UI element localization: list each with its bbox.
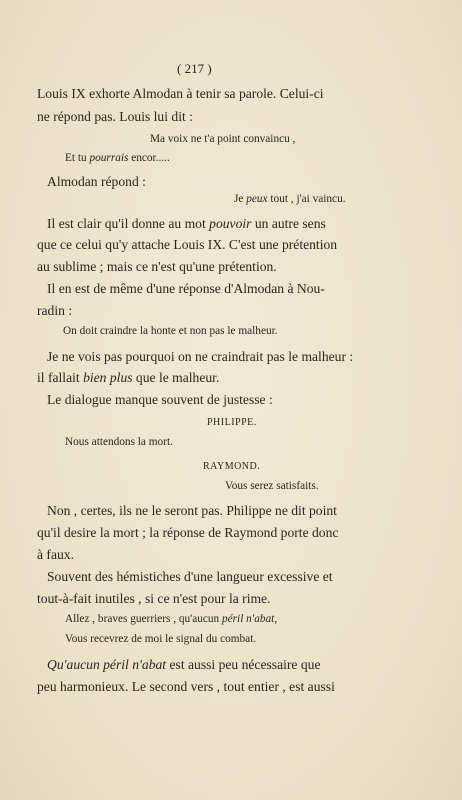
text-line: Almodan répond : <box>47 174 146 189</box>
text-line: que ce celui qu'y attache Louis IX. C'est une prétention <box>37 237 338 252</box>
verse-line: Vous serez satisfaits. <box>225 480 319 492</box>
page-number: ( 217 ) <box>177 61 212 76</box>
verse-line: Et tu pourrais encor..... <box>65 152 170 164</box>
text-line: à faux. <box>37 547 74 562</box>
text-line: Il est clair qu'il donne au mot pouvoir un autre sens <box>47 216 326 231</box>
text-line: Il en est de même d'une réponse d'Almodan à Nou- <box>47 281 325 296</box>
speaker-name: PHILIPPE. <box>207 417 257 428</box>
text-line: peu harmonieux. Le second vers , tout entier , est aussi <box>37 679 335 694</box>
text-line: qu'il desire la mort ; la réponse de Raymond porte donc <box>37 525 339 540</box>
verse-line: Ma voix ne t'a point convaincu , <box>150 133 296 145</box>
text-line: Le dialogue manque souvent de justesse : <box>47 392 273 407</box>
text-line: au sublime ; mais ce n'est qu'une prétention. <box>37 259 277 274</box>
verse-line: On doit craindre la honte et non pas le malheur. <box>63 325 278 337</box>
text-line: Qu'aucun péril n'abat est aussi peu nécessaire que <box>47 657 321 672</box>
text-line: il fallait bien plus que le malheur. <box>37 370 220 385</box>
verse-line: Vous recevrez de moi le signal du combat. <box>65 633 257 645</box>
text-line: Je ne vois pas pourquoi on ne craindrait pas le malheur : <box>47 349 354 364</box>
text-line: radin : <box>37 303 73 318</box>
text-line: Louis IX exhorte Almodan à tenir sa parole. Celui-ci <box>37 86 324 101</box>
text-line: Souvent des hémistiches d'une langueur excessive et <box>47 569 333 584</box>
verse-line: Je peux tout , j'ai vaincu. <box>234 193 346 205</box>
speaker-name: RAYMOND. <box>203 461 261 472</box>
verse-line: Nous attendons la mort. <box>65 436 173 448</box>
verse-line: Allez , braves guerriers , qu'aucun péril n'abat, <box>65 613 278 625</box>
text-line: Non , certes, ils ne le seront pas. Philippe ne dit point <box>47 503 337 518</box>
text-line: ne répond pas. Louis lui dit : <box>37 109 193 124</box>
text-line: tout-à-fait inutiles , si ce n'est pour la rime. <box>37 591 271 606</box>
